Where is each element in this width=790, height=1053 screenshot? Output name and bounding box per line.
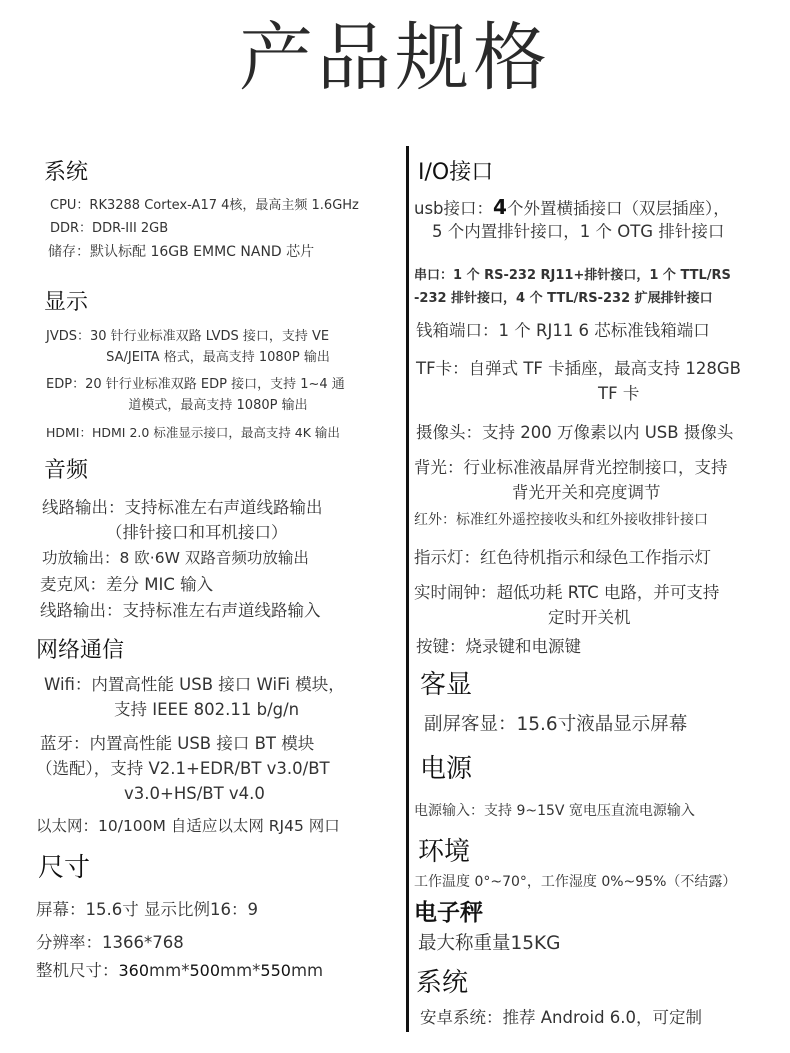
bluetooth-spec-line1: 蓝牙：内置高性能 USB 接口 BT 模块 bbox=[40, 734, 315, 753]
dimension-height: 550 bbox=[260, 961, 291, 980]
usb-spec-line1 bbox=[414, 196, 730, 220]
cashbox-spec: 钱箱端口：1 个 RJ11 6 芯标准钱箱端口 bbox=[416, 321, 710, 340]
dimension-width: 360 bbox=[118, 961, 150, 980]
bluetooth-spec-line3: v3.0+HS/BT v4.0 bbox=[124, 784, 265, 803]
ir-spec: 红外：标准红外遥控接收头和红外接收排针接口 bbox=[414, 512, 708, 528]
ethernet-spec: 以太网：10/100M 自适应以太网 RJ45 网口 bbox=[36, 817, 340, 835]
bluetooth-spec-line2: （选配），支持 V2.1+EDR/BT v3.0/BT bbox=[36, 759, 330, 778]
tf-spec-line1: TF卡：自弹式 TF 卡插座，最高支持 128GB bbox=[416, 359, 741, 378]
usb-count: 4 bbox=[493, 195, 507, 219]
audio-heading: 音频 bbox=[44, 458, 89, 483]
rtc-spec-line1: 实时闹钟：超低功耗 RTC 电路，并可支持 bbox=[414, 583, 720, 602]
network-heading: 网络通信 bbox=[36, 638, 125, 663]
line-out-spec-line1: 线路输出：支持标准左右声道线路输出 bbox=[42, 498, 323, 517]
camera-spec: 摄像头：支持 200 万像素以内 USB 摄像头 bbox=[416, 423, 734, 442]
tf-spec-line2: TF 卡 bbox=[598, 384, 640, 403]
dimension-depth: 500 bbox=[189, 961, 220, 980]
os-heading: 系统 bbox=[416, 968, 469, 998]
serial-spec-line1: 串口：1 个 RS-232 RJ11+排针接口，1 个 TTL/RS bbox=[414, 268, 731, 283]
keys-spec: 按键：烧录键和电源键 bbox=[416, 637, 581, 656]
cpu-spec: CPU：RK3288 Cortex-A17 4核，最高主频 1.6GHz bbox=[50, 198, 359, 213]
rtc-spec-line2: 定时开关机 bbox=[548, 608, 631, 627]
wifi-spec-line2: 支持 IEEE 802.11 b/g/n bbox=[114, 700, 300, 719]
line-out-spec-line2: （排针接口和耳机接口） bbox=[106, 523, 288, 542]
resolution-spec: 分辨率：1366*768 bbox=[36, 933, 184, 952]
edp-spec-line2: 道模式，最高支持 1080P 输出 bbox=[128, 398, 308, 413]
page-title: 产品规格 bbox=[239, 15, 551, 101]
environment-heading: 环境 bbox=[418, 837, 471, 867]
serial-spec-line2: -232 排针接口，4 个 TTL/RS-232 扩展排针接口 bbox=[414, 291, 713, 306]
ddr-spec: DDR：DDR-III 2GB bbox=[50, 221, 169, 236]
customer-display-heading: 客显 bbox=[420, 670, 473, 700]
dimensions-label: 整机尺寸： bbox=[36, 961, 119, 980]
power-input-spec: 电源输入：支持 9~15V 宽电压直流电源输入 bbox=[414, 803, 695, 819]
column-divider bbox=[406, 146, 409, 1032]
jvds-spec-line1: JVDS：30 针行业标准双路 LVDS 接口，支持 VE bbox=[46, 329, 330, 344]
display-heading: 显示 bbox=[44, 290, 89, 315]
led-spec: 指示灯：红色待机指示和绿色工作指示灯 bbox=[414, 548, 711, 567]
environment-spec: 工作温度 0°~70°，工作湿度 0%~95%（不结露） bbox=[414, 874, 737, 890]
line-in-spec: 线路输出：支持标准左右声道线路输入 bbox=[40, 601, 321, 620]
dimension-unit-1: mm* bbox=[149, 961, 190, 980]
usb-external: 个外置横插接口（双层插座）， bbox=[506, 199, 730, 218]
android-spec: 安卓系统：推荐 Android 6.0，可定制 bbox=[420, 1008, 703, 1027]
edp-spec-line1: EDP：20 针行业标准双路 EDP 接口，支持 1~4 通 bbox=[46, 377, 345, 392]
storage-spec: 储存：默认标配 16GB EMMC NAND 芯片 bbox=[48, 244, 315, 260]
dimension-unit-2: mm* bbox=[220, 961, 261, 980]
wifi-spec-line1: Wifi：内置高性能 USB 接口 WiFi 模块， bbox=[44, 675, 345, 694]
backlight-spec-line1: 背光：行业标准液晶屏背光控制接口，支持 bbox=[414, 458, 728, 477]
size-heading: 尺寸 bbox=[38, 853, 91, 883]
scale-heading: 电子秤 bbox=[414, 900, 483, 926]
amp-spec: 功放输出：8 欧·6W 双路音频功放输出 bbox=[42, 549, 309, 567]
power-heading: 电源 bbox=[420, 754, 473, 784]
io-heading: I/O接口 bbox=[418, 160, 494, 185]
backlight-spec-line2: 背光开关和亮度调节 bbox=[512, 483, 661, 502]
hdmi-spec: HDMI：HDMI 2.0 标准显示接口，最高支持 4K 输出 bbox=[46, 425, 340, 440]
system-heading: 系统 bbox=[44, 160, 89, 185]
usb-label: usb接口： bbox=[414, 199, 494, 218]
jvds-spec-line2: SA/JEITA 格式，最高支持 1080P 输出 bbox=[106, 350, 330, 365]
screen-spec: 屏幕：15.6寸 显示比例16：9 bbox=[36, 900, 258, 919]
customer-display-spec: 副屏客显：15.6寸液晶显示屏幕 bbox=[424, 714, 688, 735]
scale-spec: 最大称重量15KG bbox=[418, 933, 561, 954]
dimensions-spec bbox=[36, 960, 323, 982]
usb-spec-line2: 5 个内置排针接口，1 个 OTG 排针接口 bbox=[432, 222, 725, 241]
dimension-unit-3: mm bbox=[290, 961, 324, 980]
mic-spec: 麦克风：差分 MIC 输入 bbox=[40, 575, 214, 594]
